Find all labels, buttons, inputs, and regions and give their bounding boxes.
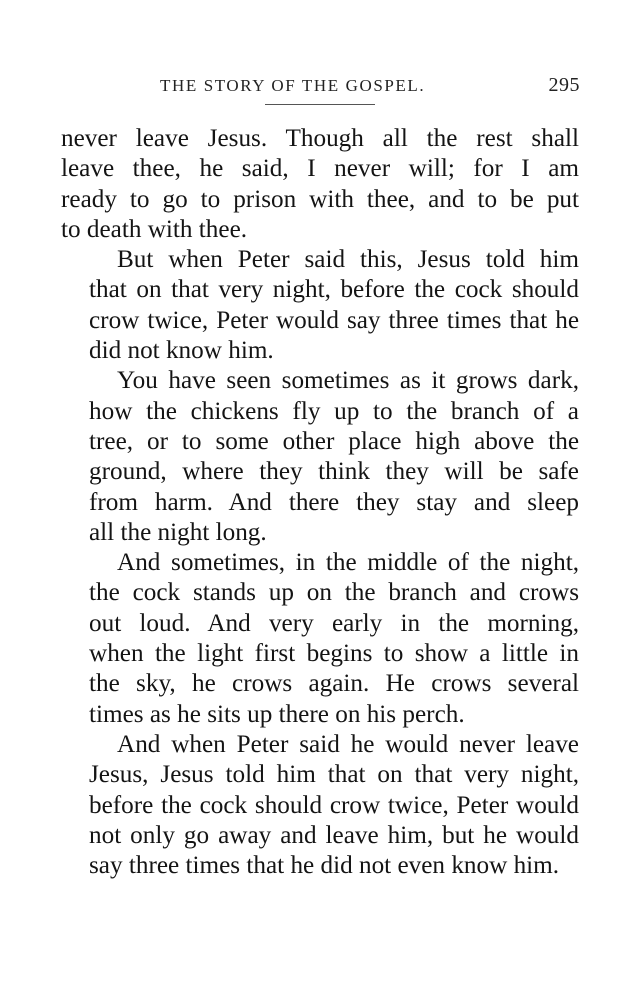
text-line: from harm. And there they stay and sleep [89, 488, 579, 516]
text-line: And when Peter said he would never leave [117, 730, 579, 758]
paragraph [61, 245, 579, 366]
body-text [61, 124, 579, 881]
text-line: out loud. And very early in the morning, [89, 609, 579, 637]
paragraph [61, 124, 579, 245]
text-line: never leave Jesus. Though all the rest shall [61, 125, 579, 152]
text-line: when the light first begins to show a little in [89, 640, 579, 668]
page-number: 295 [548, 74, 580, 96]
text-line: Jesus, Jesus told him that on that very night, [89, 761, 579, 789]
text-line: leave thee, he said, I never will; for I am [61, 155, 579, 183]
paragraph [61, 366, 579, 548]
text-line: not only go away and leave him, but he would [89, 821, 579, 849]
text-line: You have seen sometimes as it grows dark, [117, 367, 579, 395]
text-line: how the chickens fly up to the branch of a [89, 397, 579, 425]
text-line: the cock stands up on the branch and crows [89, 579, 579, 607]
text-line: all the night long. [89, 518, 267, 546]
text-line: before the cock should crow twice, Peter would [89, 791, 579, 819]
text-line: crow twice, Peter would say three times that he [89, 306, 579, 334]
text-line: that on that very night, before the cock should [89, 276, 579, 304]
text-line: And sometimes, in the middle of the night, [117, 549, 579, 577]
running-head-title: THE STORY OF THE GOSPEL. [160, 76, 426, 95]
text-line: to death with thee. [61, 215, 248, 243]
running-head [60, 72, 580, 102]
paragraph [61, 548, 579, 730]
text-line: times as he sits up there on his perch. [89, 700, 465, 728]
text-line: ground, where they think they will be safe [89, 458, 579, 486]
text-line: But when Peter said this, Jesus told him [117, 246, 579, 274]
text-line: ready to go to prison with thee, and to be put [61, 185, 579, 213]
paragraph [61, 730, 579, 881]
text-line: say three times that he did not even know him. [89, 852, 560, 880]
text-line: did not know him. [89, 337, 274, 365]
text-line: tree, or to some other place high above the [89, 427, 579, 455]
text-line: the sky, he crows again. He crows several [89, 670, 579, 698]
header-rule [265, 104, 375, 105]
